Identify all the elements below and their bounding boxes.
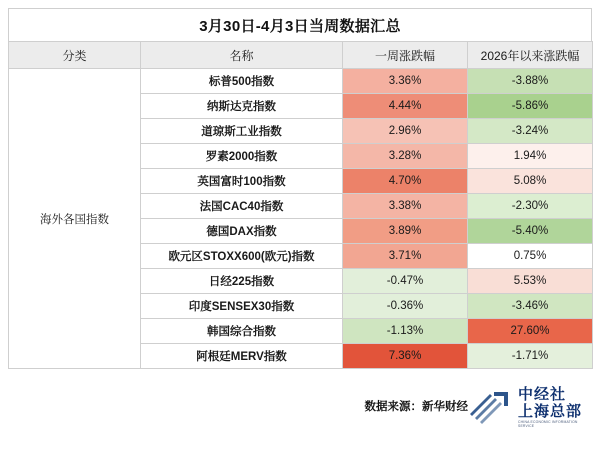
week-change: 3.28% [343,144,468,169]
index-name: 标普500指数 [141,69,343,94]
source-note: 数据来源：新华财经 [364,401,468,413]
ytd-change: -3.46% [468,294,593,319]
ytd-change: -5.86% [468,94,593,119]
week-change: 3.71% [343,244,468,269]
index-name: 纳斯达克指数 [141,94,343,119]
logo-line2: 上海总部 [518,402,583,420]
table-header [9,42,593,69]
index-name: 阿根廷MERV指数 [141,344,343,369]
logo-mark-icon [468,388,514,428]
table-header-row [9,42,593,69]
ytd-change: -3.24% [468,119,593,144]
ytd-change: 0.75% [468,244,593,269]
index-name: 日经225指数 [141,269,343,294]
week-change: 3.89% [343,219,468,244]
ytd-change: 5.53% [468,269,593,294]
logo-line1: 中经社 [518,385,567,403]
page-title: 3月30日-4月3日当周数据汇总 [199,17,401,35]
week-change: 3.36% [343,69,468,94]
week-change: 3.38% [343,194,468,219]
table-row [9,69,593,94]
ytd-change: -1.71% [468,344,593,369]
category-cell: 海外各国指数 [9,69,141,369]
week-change: 4.70% [343,169,468,194]
report-title-bar [8,8,592,41]
index-name: 德国DAX指数 [141,219,343,244]
week-change: 2.96% [343,119,468,144]
column-header-name: 名称 [141,42,343,69]
week-change: -0.47% [343,269,468,294]
week-change: -0.36% [343,294,468,319]
index-name: 韩国综合指数 [141,319,343,344]
column-header-category: 分类 [9,42,141,69]
ytd-change: 27.60% [468,319,593,344]
week-change: -1.13% [343,319,468,344]
index-name: 英国富时100指数 [141,169,343,194]
index-name: 印度SENSEX30指数 [141,294,343,319]
column-header-ytd-change: 2026年以来涨跌幅 [468,42,593,69]
logo-text [518,387,586,429]
index-name: 道琼斯工业指数 [141,119,343,144]
column-header-week-change: 一周涨跌幅 [343,42,468,69]
week-change: 7.36% [343,344,468,369]
ytd-change: 1.94% [468,144,593,169]
week-change: 4.44% [343,94,468,119]
index-name: 欧元区STOXX600(欧元)指数 [141,244,343,269]
ytd-change: -2.30% [468,194,593,219]
ytd-change: -3.88% [468,69,593,94]
ytd-change: 5.08% [468,169,593,194]
index-name: 法国CAC40指数 [141,194,343,219]
logo-subtitle: CHINA ECONOMIC INFORMATION SERVICE [518,420,578,429]
logo [468,382,586,434]
table-body [9,69,593,369]
summary-table [8,41,593,369]
ytd-change: -5.40% [468,219,593,244]
index-name: 罗素2000指数 [141,144,343,169]
